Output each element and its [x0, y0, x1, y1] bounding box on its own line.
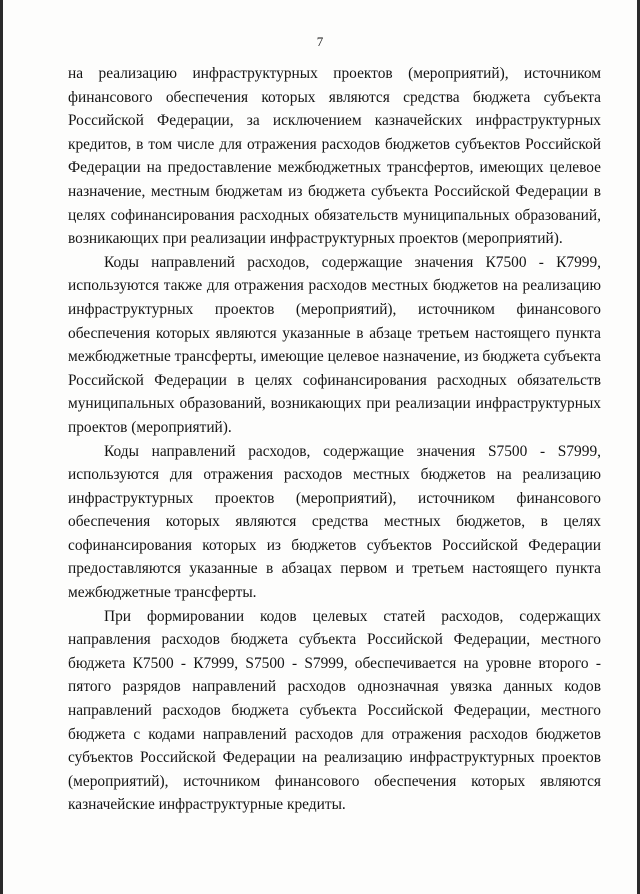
paragraph-code-formation: При формировании кодов целевых статей расходов, содержащих направления расходов бюджета субъекта Российской Федерации, местного бюджета К7500 - К7999, S7500 - S7999, обеспечивается на уровне второго - пятого разрядов направлений расходов однозначная увязка данных кодов направлений расходов бюджета субъекта Российской Федерации, местного бюджета с кодами направлений расходов для отражения расходов бюджетов субъектов Российской Федерации на реализацию инфраструктурных проектов (мероприятий), источником финансового обеспечения которых являются казначейские инфраструктурные кредиты.: [68, 607, 601, 814]
scan-edge-left: [0, 0, 3, 894]
paragraph-s7500: Коды направлений расходов, содержащие значения S7500 - S7999, используются для отражения расходов местных бюджетов на реализацию инфраструктурных проектов (мероприятий), источником финансового обеспечения которых являются средства местных бюджетов, в целях софинансирования которых из бюджетов субъектов Российской Федерации предоставляются указанные в абзацах первом и третьем настоящего пункта межбюджетные трансферты.: [68, 442, 601, 602]
page-number: 7: [316, 34, 324, 49]
paragraph-k7500: Коды направлений расходов, содержащие значения К7500 - К7999, используются также для отражения расходов местных бюджетов на реализацию инфраструктурных проектов (мероприятий), источником финансового обеспечения которых являются указанные в абзаце третьем настоящего пункта межбюджетные трансферты, имеющие целевое назначение, из бюджета субъекта Российской Федерации в целях софинансирования расходных обязательств муниципальных образований, возникающих при реализации инфраструктурных проектов (мероприятий).: [68, 253, 601, 436]
body-text: [68, 62, 601, 817]
paragraph-continuation: на реализацию инфраструктурных проектов (мероприятий), источником финансового обеспечения которых являются средства бюджета субъекта Российской Федерации, за исключением казначейских инфраструктурных кредитов, в том числе для отражения расходов бюджетов субъектов Российской Федерации на предоставление межбюджетных трансфертов, имеющих целевое назначение, местным бюджетам из бюджета субъекта Российской Федерации в целях софинансирования расходных обязательств муниципальных образований, возникающих при реализации инфраструктурных проектов (мероприятий).: [68, 65, 601, 248]
